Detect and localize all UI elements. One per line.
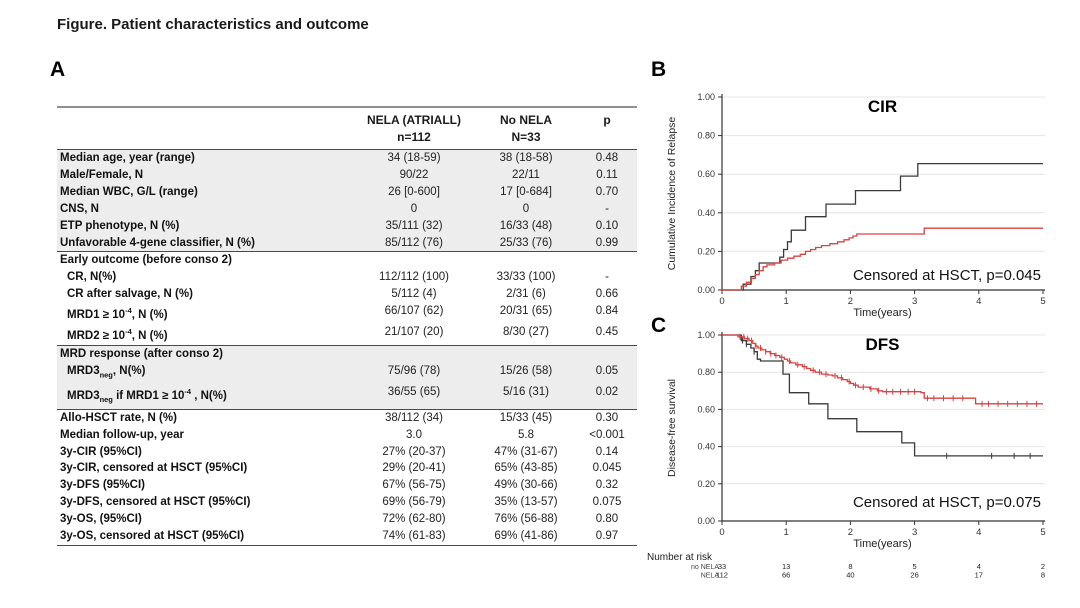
y-tick-label: 0.20 xyxy=(697,246,715,257)
x-axis-label: Time(years) xyxy=(853,538,912,550)
cell-p: 0.14 xyxy=(595,445,619,458)
cell-no-nela: 20/31 (65) xyxy=(499,305,553,318)
cell-p: 0.30 xyxy=(595,411,619,424)
cell-nela: 0 xyxy=(410,202,418,215)
at-risk-value: 5 xyxy=(912,562,917,571)
cell-nela: 69% (56-79) xyxy=(382,496,446,509)
chart-title: DFS xyxy=(865,335,900,354)
cell-nela: 27% (20-37) xyxy=(382,445,446,458)
at-risk-value: 2 xyxy=(1040,562,1046,571)
cell-nela: 90/22 xyxy=(399,168,429,181)
chart-title: CIR xyxy=(867,97,898,116)
y-tick-label: 0.60 xyxy=(697,404,715,415)
x-tick-label: 3 xyxy=(911,527,918,538)
row-label: Median age, year (range) xyxy=(60,152,195,164)
row-label: $MRD2 \ge 10^{-4}$, N (%) xyxy=(67,326,168,342)
y-tick-label: 1.00 xyxy=(697,330,715,340)
chart-annotation: Censored at HSCT, p=0.075 xyxy=(852,494,1041,511)
table-row xyxy=(57,494,637,511)
row-label: ETP phenotype, N (%) xyxy=(60,219,180,232)
table-group xyxy=(57,409,637,545)
at-risk-value: 8 xyxy=(1040,570,1046,580)
table-row xyxy=(57,218,637,235)
row-label: $MRD3_{neg}$ if $MRD1 \ge 10^{-4}$ , N(%) xyxy=(67,386,227,404)
col-header-nela xyxy=(353,112,475,146)
cell-p: 0.45 xyxy=(595,325,619,338)
cell-nela: 85/112 (76) xyxy=(385,236,443,249)
cell-no-nela: 38 (18-58) xyxy=(499,152,553,164)
table-group xyxy=(57,150,637,251)
y-tick-label: 0.00 xyxy=(697,516,715,526)
table-row xyxy=(57,427,637,444)
cell-no-nela: 22/11 xyxy=(512,168,540,181)
cell-no-nela: 0 xyxy=(522,202,530,215)
at-risk-value: 40 xyxy=(846,570,855,580)
y-axis-label: Disease-free survival xyxy=(666,378,678,478)
x-axis-label: Time(years) xyxy=(853,307,912,319)
cell-nela: 34 (18-59) xyxy=(387,152,441,164)
cell-p: 0.66 xyxy=(595,288,619,301)
cell-no-nela: 15/26 (58) xyxy=(499,364,553,377)
table-group xyxy=(57,251,637,344)
row-label: $MRD1 \ge 10^{-4}$, N (%) xyxy=(67,306,168,321)
x-tick-label: 4 xyxy=(976,296,982,307)
cell-no-nela: 2/31 (6) xyxy=(506,288,546,301)
cell-no-nela: 5.8 xyxy=(518,428,534,441)
row-label: MRD response (after conso 2) xyxy=(60,347,223,360)
row-label: 3y-CIR, censored at HSCT (95%CI) xyxy=(60,462,248,475)
col-header-no-nela xyxy=(475,112,577,146)
table-row xyxy=(57,201,637,218)
cell-p: 0.70 xyxy=(595,185,619,198)
cell-nela: 74% (61-83) xyxy=(382,530,446,543)
cell-no-nela: 47% (31-67) xyxy=(494,445,558,458)
row-label: Male/Female, N xyxy=(60,168,144,181)
cell-nela: 29% (20-41) xyxy=(382,462,446,475)
header-spacer xyxy=(57,112,353,146)
cell-no-nela: 15/33 (45) xyxy=(499,411,553,424)
table-row xyxy=(57,184,637,201)
row-label: 3y-OS, (95%CI) xyxy=(60,513,142,526)
col-header-no-nela-n: N=33 xyxy=(511,130,541,144)
cell-p: 0.075 xyxy=(592,496,622,509)
cell-p: 0.97 xyxy=(595,530,619,543)
chart-annotation: Censored at HSCT, p=0.045 xyxy=(852,267,1041,284)
panel-c-label: C xyxy=(651,314,667,337)
cell-no-nela: 25/33 (76) xyxy=(499,236,553,249)
row-label: 3y-DFS, censored at HSCT (95%CI) xyxy=(60,496,251,509)
table-row xyxy=(57,324,637,345)
cell-p: 0.045 xyxy=(592,462,622,475)
row-label: Early outcome (before conso 2) xyxy=(60,254,232,267)
y-axis-label: Cumulative Incidence of Relapse xyxy=(666,116,678,271)
y-tick-label: 0.80 xyxy=(697,130,715,141)
cell-nela: 26 [0-600] xyxy=(388,185,440,198)
cell-no-nela: 17 [0-684] xyxy=(500,185,552,198)
at-risk-value: 26 xyxy=(910,570,919,580)
row-label: Median follow-up, year xyxy=(60,428,184,441)
table-section-row xyxy=(57,252,637,269)
at-risk-value: 112 xyxy=(716,570,728,580)
cell-p: 0.11 xyxy=(596,168,618,181)
table-group xyxy=(57,345,637,409)
panel-b-label: B xyxy=(651,58,667,81)
figure-title: Figure. Patient characteristics and outcome xyxy=(57,16,369,33)
cell-no-nela: 69% (41-86) xyxy=(494,530,558,543)
table-row xyxy=(57,269,637,286)
x-tick-label: 5 xyxy=(1040,527,1046,538)
cell-nela: 67% (56-75) xyxy=(382,479,446,492)
row-label: 3y-DFS (95%CI) xyxy=(60,479,145,492)
table-row xyxy=(57,410,637,427)
table-row xyxy=(57,460,637,477)
col-header-nela-name: NELA (ATRIALL) xyxy=(367,113,461,127)
cell-p: <0.001 xyxy=(589,428,625,441)
y-tick-label: 0.00 xyxy=(697,285,715,295)
cell-p: 0.10 xyxy=(595,219,619,232)
at-risk-value: 33 xyxy=(717,562,727,571)
cell-nela: 21/107 (20) xyxy=(384,325,444,338)
panel-a-label: A xyxy=(50,58,66,81)
cell-no-nela: 65% (43-85) xyxy=(494,462,558,475)
row-label: Unfavorable 4-gene classifier, N (%) xyxy=(60,236,255,249)
cell-no-nela: 49% (30-66) xyxy=(494,479,558,492)
x-tick-label: 1 xyxy=(783,296,789,307)
x-tick-label: 2 xyxy=(847,527,854,538)
cell-nela: 3.0 xyxy=(406,428,422,441)
cell-p: 0.84 xyxy=(595,305,619,318)
cell-nela: 66/107 (62) xyxy=(384,305,444,318)
cell-no-nela: 8/30 (27) xyxy=(502,325,550,338)
cell-p: - xyxy=(605,202,609,215)
table-row xyxy=(57,167,637,184)
table-row xyxy=(57,150,637,167)
y-tick-label: 0.40 xyxy=(697,207,715,218)
cell-no-nela: 5/16 (31) xyxy=(502,385,550,398)
x-tick-label: 4 xyxy=(976,527,982,538)
table-row xyxy=(57,235,637,252)
col-header-p: p xyxy=(603,113,611,127)
row-label: 3y-OS, censored at HSCT (95%CI) xyxy=(60,530,245,543)
at-risk-row-label: no NELA xyxy=(690,564,719,571)
y-tick-label: 1.00 xyxy=(697,92,715,102)
row-label: Allo-HSCT rate, N (%) xyxy=(60,411,177,424)
at-risk-value: 13 xyxy=(782,562,791,571)
cell-p: 0.05 xyxy=(595,364,619,377)
x-tick-label: 3 xyxy=(911,296,918,307)
y-tick-label: 0.20 xyxy=(697,478,715,489)
cell-p: 0.99 xyxy=(595,236,619,249)
col-header-nela-n: n=112 xyxy=(397,130,431,144)
cell-nela: 36/55 (65) xyxy=(387,385,441,398)
cell-nela: 75/96 (78) xyxy=(387,364,441,377)
number-at-risk-label: Number at risk xyxy=(647,552,713,563)
x-tick-label: 0 xyxy=(719,527,725,538)
cell-no-nela: 35% (13-57) xyxy=(494,496,558,509)
table-header xyxy=(57,108,637,150)
at-risk-value: 17 xyxy=(974,570,983,580)
table-row xyxy=(57,477,637,494)
cell-nela: 35/111 (32) xyxy=(385,219,443,232)
row-label: $MRD3_{neg}$, N(%) xyxy=(67,364,146,379)
characteristics-table xyxy=(57,106,637,546)
table-row xyxy=(57,444,637,461)
table-row xyxy=(57,384,637,409)
cell-no-nela: 16/33 (48) xyxy=(499,219,553,232)
cell-p: 0.80 xyxy=(595,513,619,526)
row-label: 3y-CIR (95%CI) xyxy=(60,445,142,458)
at-risk-row-label: NELA xyxy=(700,572,719,580)
x-tick-label: 5 xyxy=(1040,296,1046,307)
row-label: CR after salvage, N (%) xyxy=(67,288,193,301)
cell-p: - xyxy=(605,271,609,284)
table-section-row xyxy=(57,346,637,363)
table-row xyxy=(57,528,637,545)
cell-p: 0.48 xyxy=(595,152,619,164)
cir-chart xyxy=(645,80,1080,320)
cell-nela: 5/112 (4) xyxy=(391,288,437,301)
row-label: CNS, N xyxy=(60,202,99,215)
x-tick-label: 1 xyxy=(783,527,789,538)
table-row xyxy=(57,511,637,528)
row-label: CR, N(%) xyxy=(67,271,117,284)
at-risk-value: 8 xyxy=(848,562,853,571)
cell-no-nela: 76% (56-88) xyxy=(494,513,558,526)
row-label: Median WBC, G/L (range) xyxy=(60,185,198,198)
y-tick-label: 0.80 xyxy=(697,367,715,378)
table-row xyxy=(57,303,637,324)
at-risk-value: 4 xyxy=(976,562,981,571)
y-tick-label: 0.40 xyxy=(697,441,715,452)
cell-p: 0.32 xyxy=(595,479,619,492)
x-tick-label: 0 xyxy=(719,296,725,307)
cell-p: 0.02 xyxy=(595,385,619,398)
table-row xyxy=(57,363,637,384)
table-body xyxy=(57,150,637,545)
cell-nela: 72% (62-80) xyxy=(382,513,446,526)
x-tick-label: 2 xyxy=(847,296,854,307)
dfs-chart xyxy=(645,318,1080,606)
cell-nela: 112/112 (100) xyxy=(379,271,449,284)
at-risk-value: 66 xyxy=(782,570,791,580)
cell-no-nela: 33/33 (100) xyxy=(496,271,556,284)
cell-nela: 38/112 (34) xyxy=(385,411,443,424)
y-tick-label: 0.60 xyxy=(697,169,715,180)
table-row xyxy=(57,286,637,303)
col-header-no-nela-name: No NELA xyxy=(500,113,552,127)
